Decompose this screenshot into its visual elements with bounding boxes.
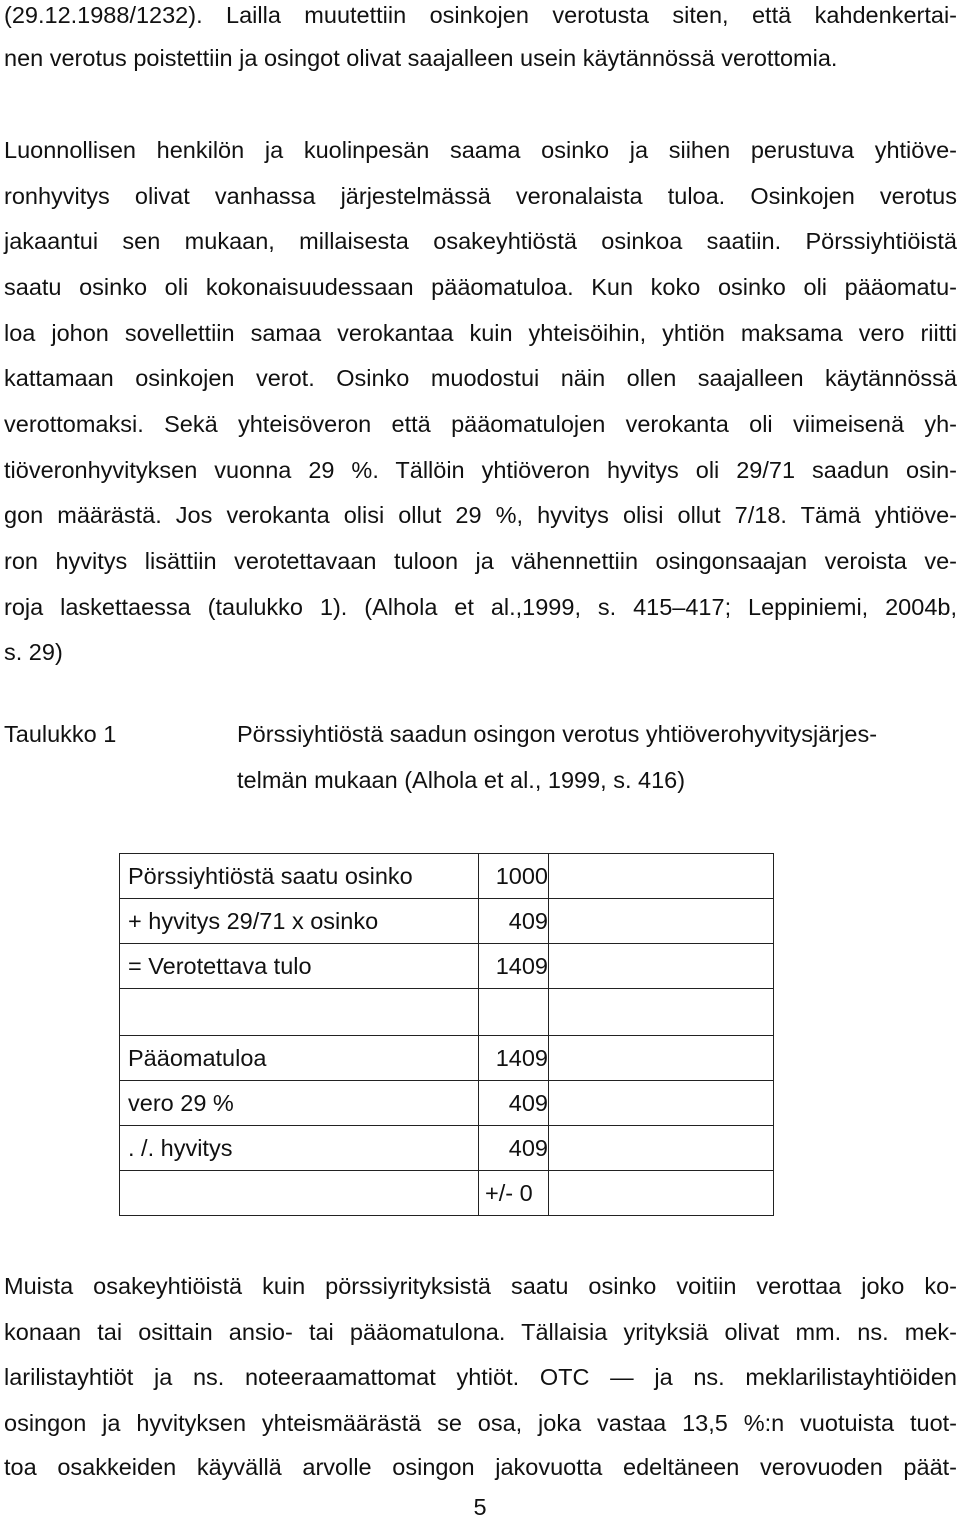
paragraph2-line: gon määrästä. Jos verokanta olisi ollut 29 %, hyvitys olisi ollut 7/18. Tämä yhtiöve- xyxy=(4,502,957,528)
paragraph2-line: roja laskettaessa (taulukko 1). (Alhola et al.,1999, s. 415–417; Leppiniemi, 2004b, xyxy=(4,594,957,620)
page-number: 5 xyxy=(473,1494,487,1520)
row-value: 1409 xyxy=(479,944,549,989)
paragraph2-line: verottomaksi. Sekä yhteisöveron että pääomatulojen verokanta oli viimeisenä yh- xyxy=(4,411,957,437)
paragraph2-line: Luonnollisen henkilön ja kuolinpesän saama osinko ja siihen perustuva yhtiöve- xyxy=(4,137,957,163)
table-row xyxy=(120,944,774,989)
paragraph3-line: osingon ja hyvityksen yhteismäärästä se osa, joka vastaa 13,5 %:n vuotuista tuot- xyxy=(4,1410,957,1436)
paragraph2-line: ronhyvitys olivat vanhassa järjestelmässä veronalaista tuloa. Osinkojen verotus xyxy=(4,183,957,209)
table-row xyxy=(120,854,774,899)
paragraph2-line: saatu osinko oli kokonaisuudessaan pääomatuloa. Kun koko osinko oli pääomatu- xyxy=(4,274,957,300)
empty-cell xyxy=(549,1126,774,1171)
table-row xyxy=(120,1081,774,1126)
taxation-table xyxy=(119,853,774,1216)
table-caption-text: telmän mukaan (Alhola et al., 1999, s. 416) xyxy=(237,767,686,793)
empty-cell xyxy=(549,899,774,944)
paragraph2-line: tiöveronhyvityksen vuonna 29 %. Tällöin yhtiöveron hyvitys oli 29/71 saadun osin- xyxy=(4,457,957,483)
row-value: 409 xyxy=(479,1126,549,1171)
table-row xyxy=(120,1126,774,1171)
empty-cell xyxy=(549,1036,774,1081)
table-caption-text: Pörssiyhtiöstä saadun osingon verotus yhtiöverohyvitysjärjes- xyxy=(237,721,878,747)
paragraph2-line: loa johon sovellettiin samaa verokantaa kuin yhteisöihin, yhtiön maksama vero riitti xyxy=(4,320,957,346)
paragraph3-line: Muista osakeyhtiöistä kuin pörssiyrityksistä saatu osinko voitiin verottaa joko ko- xyxy=(4,1273,957,1299)
table-row xyxy=(120,899,774,944)
table-caption-label: Taulukko 1 xyxy=(4,721,117,747)
row-label xyxy=(120,1171,479,1216)
empty-cell xyxy=(549,989,774,1036)
row-label: = Verotettava tulo xyxy=(120,944,479,989)
paragraph3-line: konaan tai osittain ansio- tai pääomatulona. Tällaisia yrityksiä olivat mm. ns. mek- xyxy=(4,1319,957,1345)
paragraph1-line: nen verotus poistettiin ja osingot olivat saajalleen usein käytännössä verottomia. xyxy=(4,45,838,71)
table-row xyxy=(120,1036,774,1081)
table-row xyxy=(120,1171,774,1216)
row-value xyxy=(479,989,549,1036)
paragraph2-line: kattamaan osinkojen verot. Osinko muodostui näin ollen saajalleen käytännössä xyxy=(4,365,957,391)
paragraph1-line: (29.12.1988/1232). Lailla muutettiin osinkojen verotusta siten, että kahdenkertai- xyxy=(4,2,957,28)
paragraph3-line: toa osakkeiden käyvällä arvolle osingon jakovuotta edeltäneen verovuoden päät- xyxy=(4,1454,957,1480)
row-value: 409 xyxy=(479,1081,549,1126)
row-label: + hyvitys 29/71 x osinko xyxy=(120,899,479,944)
row-value: 409 xyxy=(479,899,549,944)
row-value: +/- 0 xyxy=(479,1171,549,1216)
empty-cell xyxy=(549,944,774,989)
empty-cell xyxy=(549,1171,774,1216)
paragraph2-line: s. 29) xyxy=(4,639,63,665)
table-row xyxy=(120,989,774,1036)
empty-cell xyxy=(549,1081,774,1126)
empty-cell xyxy=(549,854,774,899)
row-label xyxy=(120,989,479,1036)
row-value: 1409 xyxy=(479,1036,549,1081)
row-value: 1000 xyxy=(479,854,549,899)
paragraph2-line: jakaantui sen mukaan, millaisesta osakeyhtiöstä osinkoa saatiin. Pörssiyhtiöistä xyxy=(4,228,957,254)
row-label: Pääomatuloa xyxy=(120,1036,479,1081)
row-label: vero 29 % xyxy=(120,1081,479,1126)
paragraph2-line: ron hyvitys lisättiin verotettavaan tuloon ja vähennettiin osingonsaajan veroista ve- xyxy=(4,548,957,574)
paragraph3-line: larilistayhtiöt ja ns. noteeraamattomat yhtiöt. OTC — ja ns. meklarilistayhtiöiden xyxy=(4,1364,957,1390)
row-label: . /. hyvitys xyxy=(120,1126,479,1171)
row-label: Pörssiyhtiöstä saatu osinko xyxy=(120,854,479,899)
